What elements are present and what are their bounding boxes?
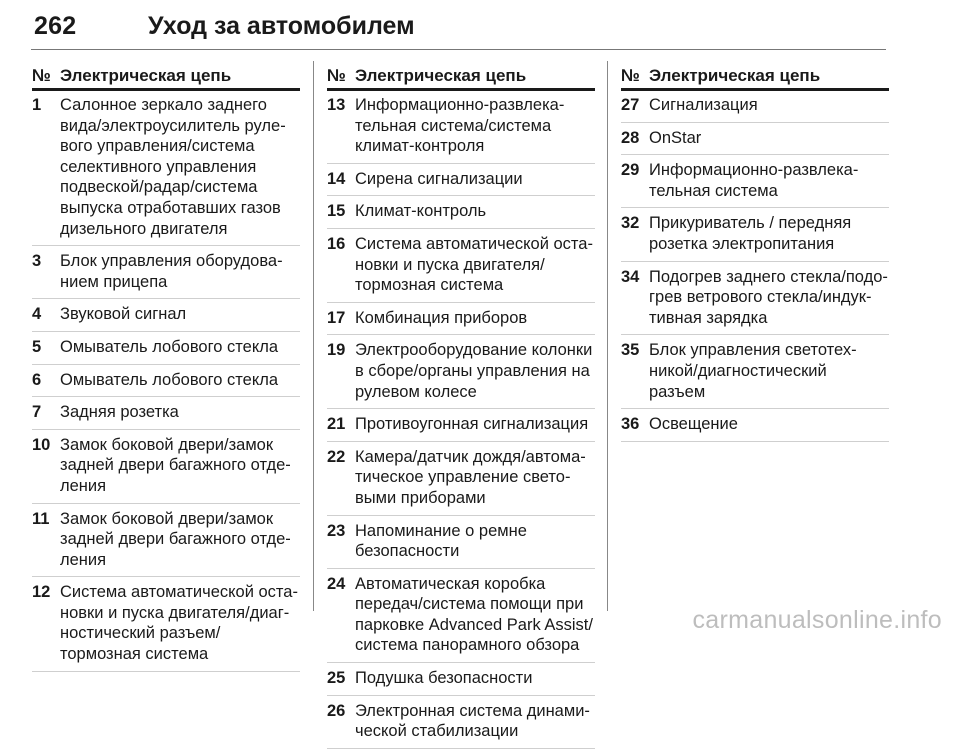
table-row xyxy=(32,397,300,430)
circuit-description: Система автоматической оста- новки и пуска двигателя/диаг- ностический разъем/ тормозная система xyxy=(60,583,298,664)
table-row xyxy=(327,663,595,696)
circuit-description: Электронная система динами- ческой стабилизации xyxy=(355,701,590,741)
table-row xyxy=(621,208,889,261)
fuse-number: 3 xyxy=(32,252,42,271)
fuse-number: 25 xyxy=(327,669,346,688)
fuse-number: 19 xyxy=(327,341,346,360)
circuit-description: Блок управления оборудова- нием прицепа xyxy=(60,252,283,291)
table-header xyxy=(327,61,595,91)
fuse-number: 26 xyxy=(327,701,346,720)
circuit-description: Прикуриватель / передняя розетка электропитания xyxy=(649,214,852,253)
fuse-number: 22 xyxy=(327,447,346,466)
circuit-description: Блок управления светотех- никой/диагностический разъем xyxy=(649,341,857,401)
table-header xyxy=(621,61,889,91)
table-row xyxy=(32,332,300,365)
fuse-number: 21 xyxy=(327,415,346,434)
fuse-number: 35 xyxy=(621,341,640,360)
circuit-description: OnStar xyxy=(649,128,702,147)
circuit-description: Освещение xyxy=(649,415,738,434)
fuse-number: 12 xyxy=(32,583,51,602)
page-title: Уход за автомобилем xyxy=(148,12,415,40)
table-row xyxy=(32,504,300,578)
column-divider xyxy=(607,61,608,611)
fuse-number: 1 xyxy=(32,96,42,114)
page-header xyxy=(31,8,886,50)
page-number: 262 xyxy=(34,12,77,40)
circuit-description: Автоматическая коробка передач/система помощи при парковке Advanced Park Assist/ система панорамного обзора xyxy=(355,574,593,655)
circuit-description: Омыватель лобового стекла xyxy=(60,370,279,389)
fuse-number: 14 xyxy=(327,169,346,188)
circuit-description: Электрооборудование колонки в сборе/органы управления на рулевом колесе xyxy=(355,341,593,401)
fuse-number: 13 xyxy=(327,96,346,114)
fuse-number: 28 xyxy=(621,128,640,147)
circuit-description: Замок боковой двери/замок задней двери багажного отде- ления xyxy=(60,509,291,569)
header-circuit: Электрическая цепь xyxy=(60,66,232,85)
fuse-table-column-2 xyxy=(327,61,595,749)
table-row xyxy=(32,430,300,504)
table-row xyxy=(621,155,889,208)
table-rows xyxy=(32,91,300,672)
table-row xyxy=(327,569,595,663)
circuit-description: Сирена сигнализации xyxy=(355,169,523,188)
fuse-number: 29 xyxy=(621,161,640,180)
header-number: № xyxy=(327,66,346,85)
circuit-description: Информационно-развлека- тельная система/система климат-контроля xyxy=(355,96,565,156)
fuse-number: 36 xyxy=(621,415,640,434)
circuit-description: Комбинация приборов xyxy=(355,308,528,327)
fuse-number: 6 xyxy=(32,370,42,389)
table-row xyxy=(327,229,595,303)
header-number: № xyxy=(32,66,51,85)
column-divider xyxy=(313,61,314,611)
circuit-description: Омыватель лобового стекла xyxy=(60,337,279,356)
fuse-number: 24 xyxy=(327,574,346,593)
watermark: carmanualsonline.info xyxy=(692,606,942,634)
circuit-description: Сигнализация xyxy=(649,96,758,114)
table-header xyxy=(32,61,300,91)
fuse-number: 7 xyxy=(32,403,42,422)
table-row xyxy=(327,409,595,442)
table-row xyxy=(327,303,595,336)
fuse-table-column-3 xyxy=(621,61,889,442)
fuse-number: 32 xyxy=(621,214,640,233)
fuse-number: 4 xyxy=(32,305,42,324)
fuse-table-column-1 xyxy=(32,61,300,672)
circuit-description: Салонное зеркало заднего вида/электроусилитель руле- вого управления/система селективного управления подвеской/радар/система выпуска отработавших газов дизельного двигателя xyxy=(60,96,286,238)
table-row xyxy=(32,91,300,246)
fuse-number: 23 xyxy=(327,521,346,540)
fuse-number: 34 xyxy=(621,267,640,286)
table-row xyxy=(327,335,595,409)
table-row xyxy=(621,335,889,409)
circuit-description: Система автоматической оста- новки и пуска двигателя/ тормозная система xyxy=(355,234,593,295)
table-row xyxy=(327,196,595,229)
table-row xyxy=(32,577,300,671)
circuit-description: Информационно-развлека- тельная система xyxy=(649,161,859,200)
circuit-description: Звуковой сигнал xyxy=(60,305,187,324)
circuit-description: Напоминание о ремне безопасности xyxy=(355,521,527,561)
circuit-description: Подогрев заднего стекла/подо- грев ветрового стекла/индук- тивная зарядка xyxy=(649,267,888,327)
table-row xyxy=(327,696,595,749)
header-circuit: Электрическая цепь xyxy=(355,66,527,85)
table-row xyxy=(32,299,300,332)
table-row xyxy=(621,262,889,336)
fuse-number: 10 xyxy=(32,435,51,454)
table-row xyxy=(327,164,595,197)
table-rows xyxy=(327,91,595,749)
circuit-description: Камера/датчик дождя/автома- тическое управление свето- выми приборами xyxy=(355,447,586,507)
table-row xyxy=(327,91,595,164)
table-row xyxy=(327,442,595,516)
fuse-number: 16 xyxy=(327,234,346,253)
table-row xyxy=(621,409,889,442)
circuit-description: Замок боковой двери/замок задней двери багажного отде- ления xyxy=(60,435,291,495)
table-row xyxy=(621,91,889,123)
circuit-description: Подушка безопасности xyxy=(355,669,533,688)
fuse-number: 11 xyxy=(32,509,50,528)
circuit-description: Противоугонная сигнализация xyxy=(355,415,589,434)
fuse-number: 15 xyxy=(327,202,346,221)
table-row xyxy=(32,365,300,398)
header-circuit: Электрическая цепь xyxy=(649,66,821,85)
table-row xyxy=(621,123,889,156)
table-rows xyxy=(621,91,889,442)
table-row xyxy=(32,246,300,299)
fuse-number: 17 xyxy=(327,308,346,327)
circuit-description: Климат-контроль xyxy=(355,202,487,221)
table-row xyxy=(327,516,595,569)
header-number: № xyxy=(621,66,640,85)
fuse-number: 27 xyxy=(621,96,640,114)
fuse-number: 5 xyxy=(32,337,42,356)
circuit-description: Задняя розетка xyxy=(60,403,179,422)
